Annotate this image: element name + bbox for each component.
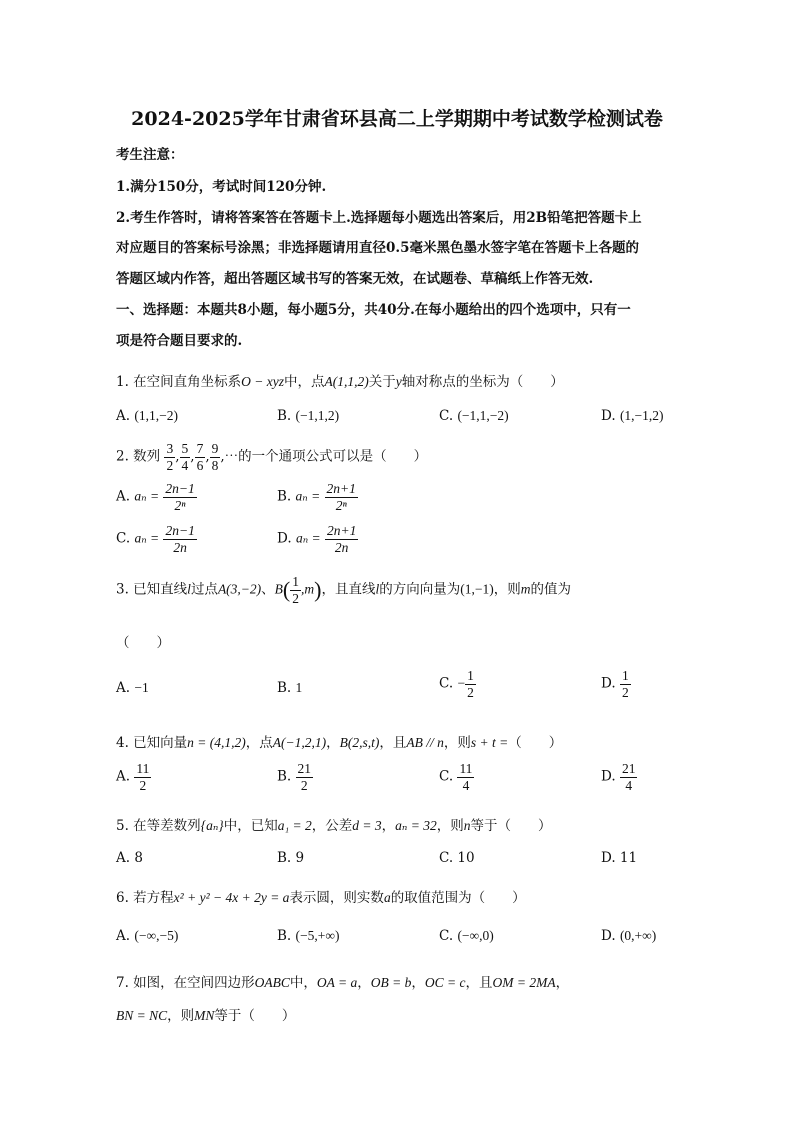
notice-heading: 考生注意： <box>116 147 184 163</box>
q2-option-d: D. aₙ = $\frac{2n+1}{2n}$ <box>277 523 357 555</box>
section-line-2: 项是符合题目要求的. <box>116 333 243 349</box>
q3-paren: （ ） <box>116 635 170 651</box>
q5-option-c: C. 10 <box>439 850 475 866</box>
q6-option-c: C. (−∞,0) <box>439 928 494 944</box>
term-4-fraction: $\frac{9}{8}$ <box>211 441 219 473</box>
section-line-1: 一、选择题：本题共8小题，每小题5分，共40分.在每小题给出的四个选项中，只有一 <box>116 302 631 318</box>
q2-option-a: A. aₙ = $\frac{2n-1}{\text{2ⁿ}}$ <box>116 481 195 513</box>
notice-line-2b: 对应题目的答案标号涂黑；非选择题请用直径0.5毫米黑色墨水签字笔在答题卡上各题的 <box>116 240 639 256</box>
q1-option-b: B. (−1,1,2) <box>277 408 340 424</box>
q6-option-a: A. (−∞,−5) <box>116 928 179 944</box>
notice-line-1: 1.满分150分，考试时间120分钟. <box>116 179 327 195</box>
q4-option-d: D. $\frac{21}{4}$ <box>601 761 636 793</box>
question-1-stem: 1. 在空间直角坐标系O − xyz中，点A(1,1,2)关于y轴对称点的坐标为（ ） <box>116 374 564 390</box>
question-7-stem: 7. 如图，在空间四边形OABC中，OA = a，OB = b，OC = c，且OM = 2MA， <box>116 975 570 991</box>
term-2-fraction: $\frac{5}{4}$ <box>181 441 189 473</box>
q2-option-c: C. aₙ = $\frac{2n-1}{2n}$ <box>116 523 195 555</box>
q3-option-d: D. $\frac{1}{2}$ <box>601 668 629 700</box>
q5-option-d: D. 11 <box>601 850 638 866</box>
notice-line-2a: 2.考生作答时，请将答案答在答题卡上.选择题每小题选出答案后，用2B铅笔把答题卡上 <box>116 210 642 226</box>
q2-option-b: B. aₙ = $\frac{2n+1}{\text{2ⁿ}}$ <box>277 481 356 513</box>
q4-option-b: B. $\frac{21}{2}$ <box>277 761 312 793</box>
question-5-stem: 5. 在等差数列{aₙ}中，已知a₁ = 2，公差d = 3，aₙ = 32，则n等于（ ） <box>116 818 552 834</box>
question-3-stem: 3. 已知直线l过点A(3,−2)、B( $\frac{1}{2}$ ,m)，且直线l的方向向量为(1,−1)，则m的值为 <box>116 574 571 606</box>
q1-option-d: D. (1,−1,2) <box>601 408 664 424</box>
q5-option-a: A. 8 <box>116 850 143 866</box>
q6-option-b: B. (−5,+∞) <box>277 928 340 944</box>
question-4-stem: 4. 已知向量n = (4,1,2)，点A(−1,2,1)，B(2,s,t)，且AB // n，则s + t =（ ） <box>116 735 563 751</box>
q3-option-c: C. − $\frac{1}{2}$ <box>439 668 474 700</box>
term-1-fraction: $\frac{3}{2}$ <box>166 441 174 473</box>
question-7-stem-line-2: BN = NC，则MN等于（ ） <box>116 1008 296 1024</box>
q3-option-b: B. 1 <box>277 680 303 696</box>
question-6-stem: 6. 若方程x² + y² − 4x + 2y = a表示圆，则实数a的取值范围为（ ） <box>116 890 526 906</box>
q5-option-b: B. 9 <box>277 850 305 866</box>
question-2-stem: 2. 数列 $\frac{3}{2}$ , $\frac{5}{4}$ , $\frac{7}{6}$ , $\frac{9}{8}$ ,⋯的一个通项公式可以是（ ） <box>116 441 428 473</box>
exam-title: 2024-2025学年甘肃省环县高二上学期期中考试数学检测试卷 <box>131 108 663 130</box>
term-3-fraction: $\frac{7}{6}$ <box>196 441 204 473</box>
notice-line-2c: 答题区域内作答，超出答题区域书写的答案无效，在试题卷、草稿纸上作答无效. <box>116 271 594 287</box>
q4-option-a: A. $\frac{11}{2}$ <box>116 761 150 793</box>
q1-option-c: C. (−1,1,−2) <box>439 408 509 424</box>
q6-option-d: D. (0,+∞) <box>601 928 657 944</box>
q3-option-a: A. −1 <box>116 680 149 696</box>
q4-option-c: C. $\frac{11}{4}$ <box>439 761 473 793</box>
q1-option-a: A. (1,1,−2) <box>116 408 178 424</box>
